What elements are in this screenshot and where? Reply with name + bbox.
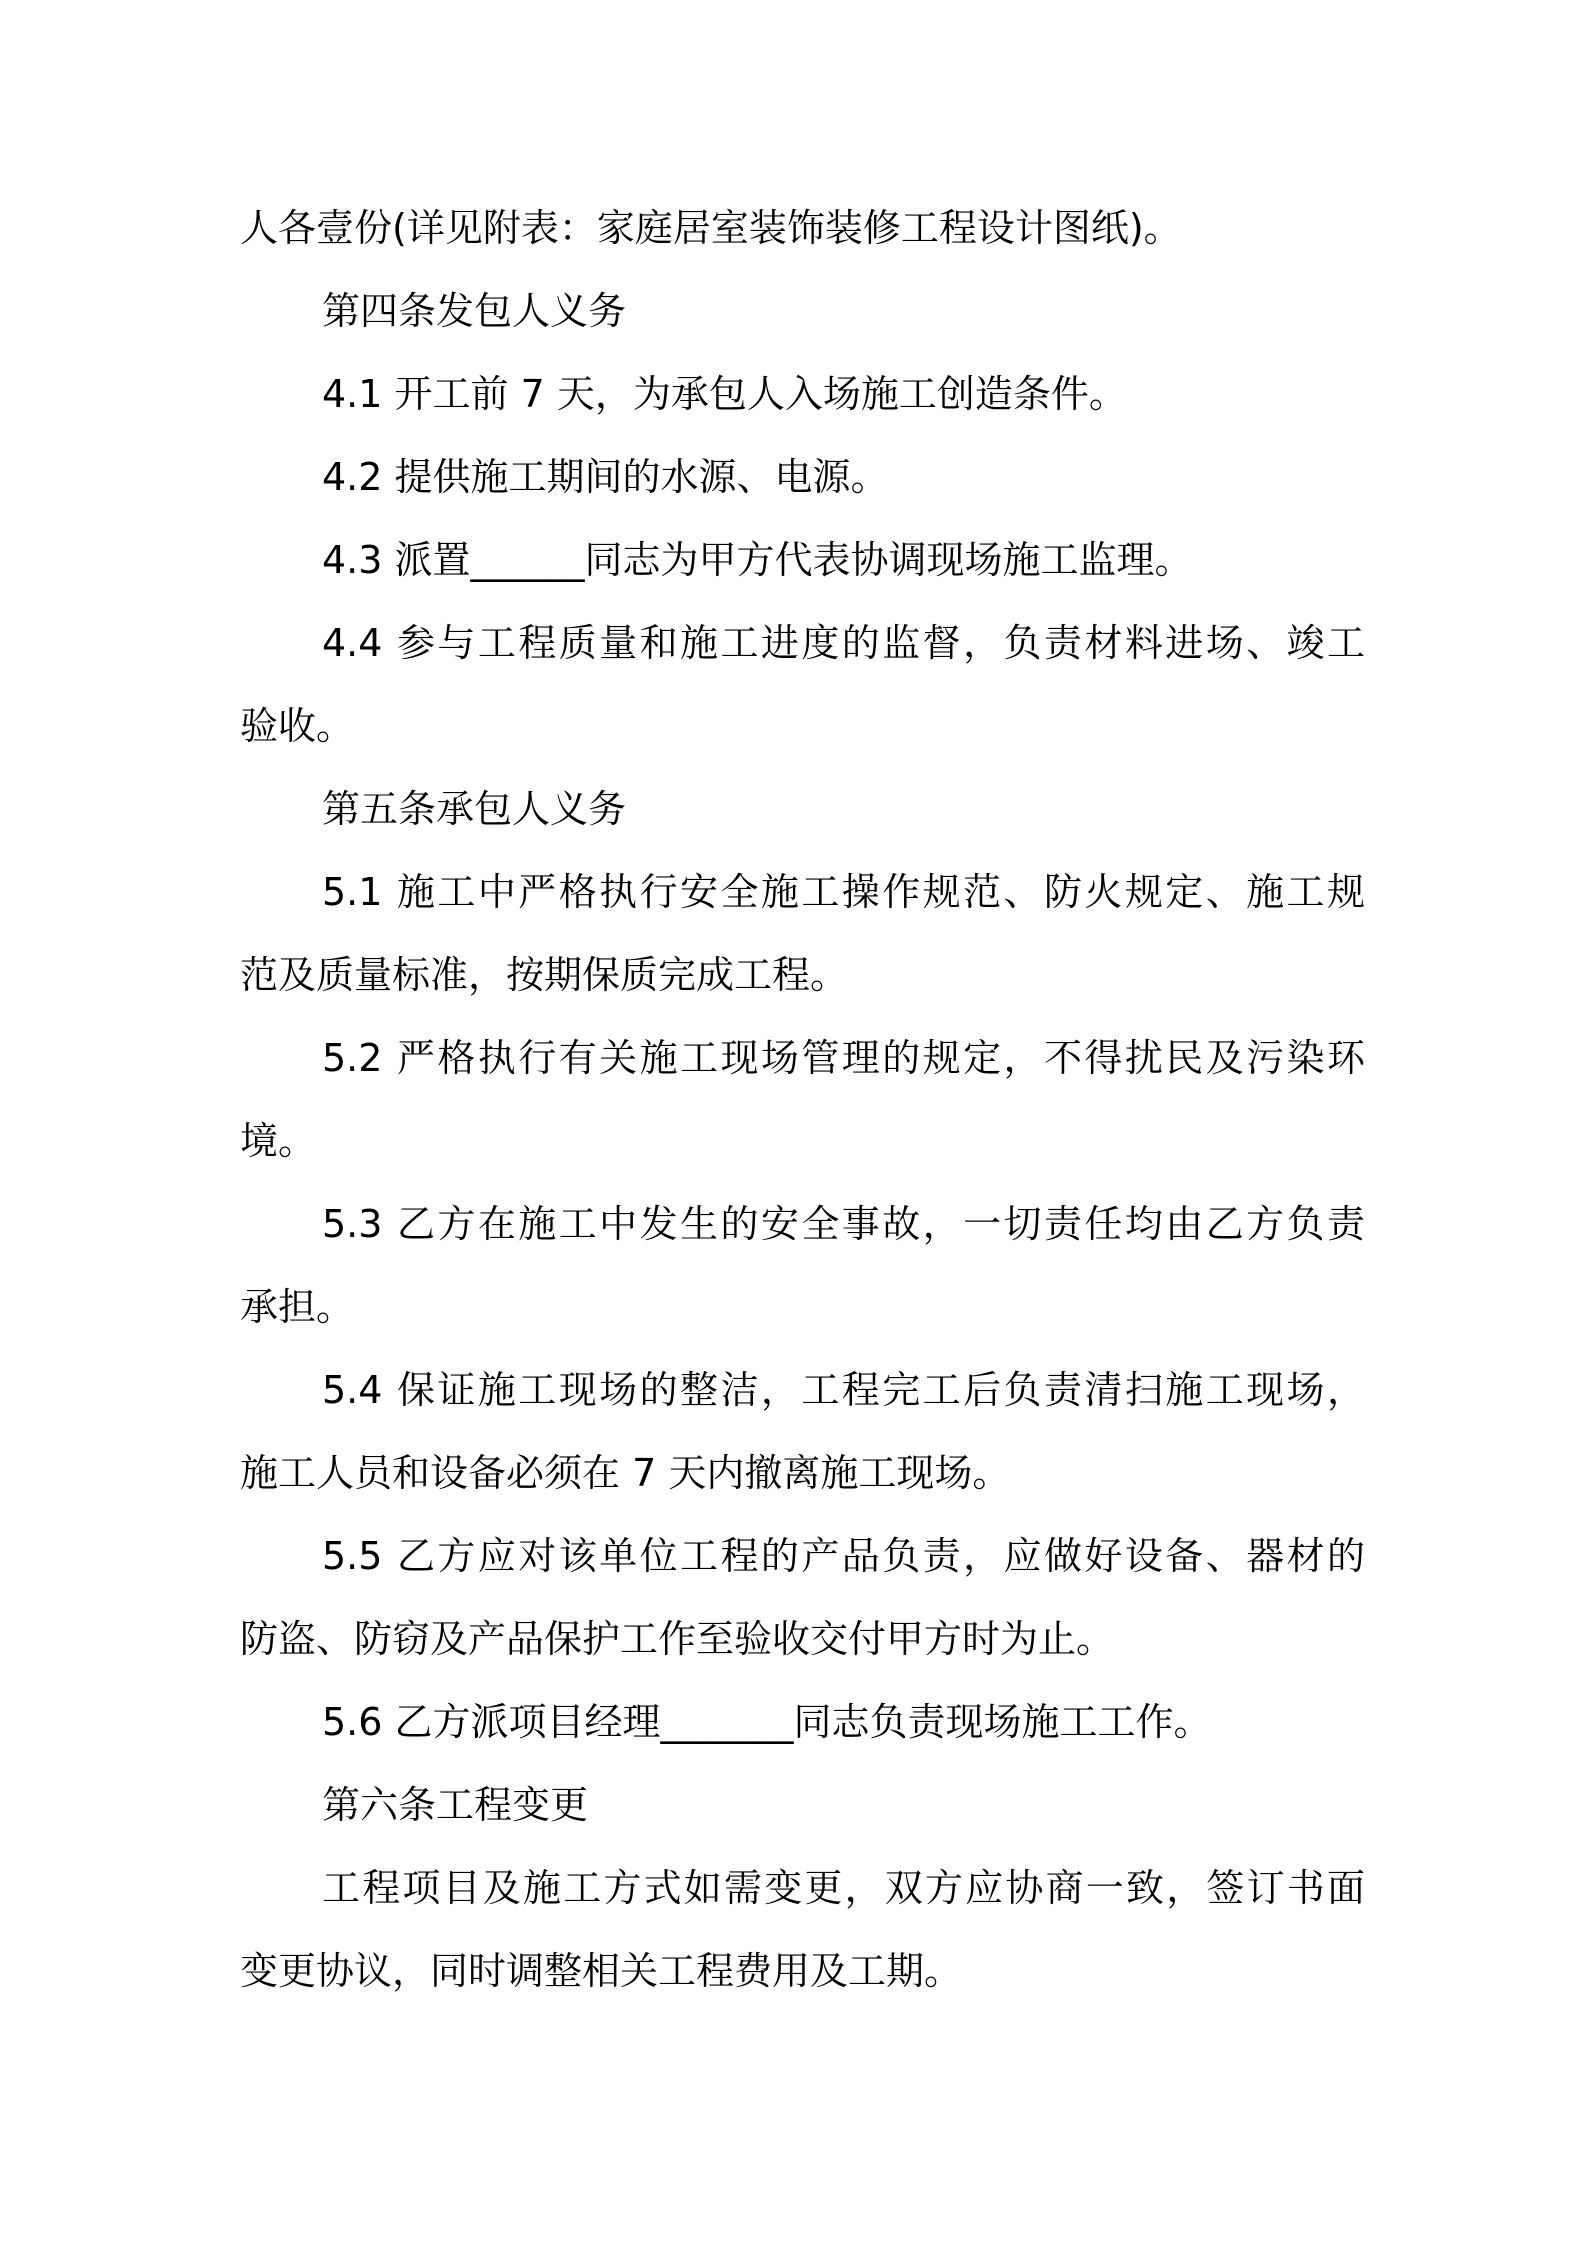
section-heading: 第五条承包人义务	[322, 787, 627, 831]
clause-text-continuation: 验收。	[240, 704, 355, 748]
clause-text-continuation: 范及质量标准，按期保质完成工程。	[240, 953, 849, 997]
clause-text: 5.3 乙方在施工中发生的安全事故，一切责任均由乙方负责	[322, 1202, 1365, 1246]
clause-text: 5.6 乙方派项目经理_______同志负责现场施工工作。	[322, 1700, 1212, 1744]
clause-text: 5.1 施工中严格执行安全施工操作规范、防火规定、施工规	[322, 870, 1365, 914]
clause-text: 5.2 严格执行有关施工现场管理的规定，不得扰民及污染环	[322, 1036, 1365, 1080]
clause-text-continuation: 防盗、防窃及产品保护工作至验收交付甲方时为止。	[240, 1617, 1115, 1661]
clause-text: 5.4 保证施工现场的整洁，工程完工后负责清扫施工现场，	[322, 1368, 1365, 1412]
section-heading: 第四条发包人义务	[322, 289, 627, 333]
clause-text-continuation: 施工人员和设备必须在 7 天内撤离施工现场。	[240, 1451, 1011, 1495]
clause-text-continuation: 承担。	[240, 1285, 355, 1329]
clause-text: 4.1 开工前 7 天，为承包人入场施工创造条件。	[322, 372, 1127, 416]
clause-text: 4.3 派置______同志为甲方代表协调现场施工监理。	[322, 538, 1193, 582]
clause-text-continuation: 境。	[240, 1119, 317, 1163]
clause-text-continuation: 变更协议，同时调整相关工程费用及工期。	[240, 1949, 963, 1993]
text-line: 人各壹份(详见附表：家庭居室装饰装修工程设计图纸)。	[240, 206, 1182, 250]
clause-text: 4.4 参与工程质量和施工进度的监督，负责材料进场、竣工	[322, 621, 1365, 665]
clause-text: 5.5 乙方应对该单位工程的产品负责，应做好设备、器材的	[322, 1534, 1365, 1578]
clause-text: 工程项目及施工方式如需变更，双方应协商一致，签订书面	[322, 1866, 1365, 1910]
clause-text: 4.2 提供施工期间的水源、电源。	[322, 455, 889, 499]
section-heading: 第六条工程变更	[322, 1783, 589, 1827]
